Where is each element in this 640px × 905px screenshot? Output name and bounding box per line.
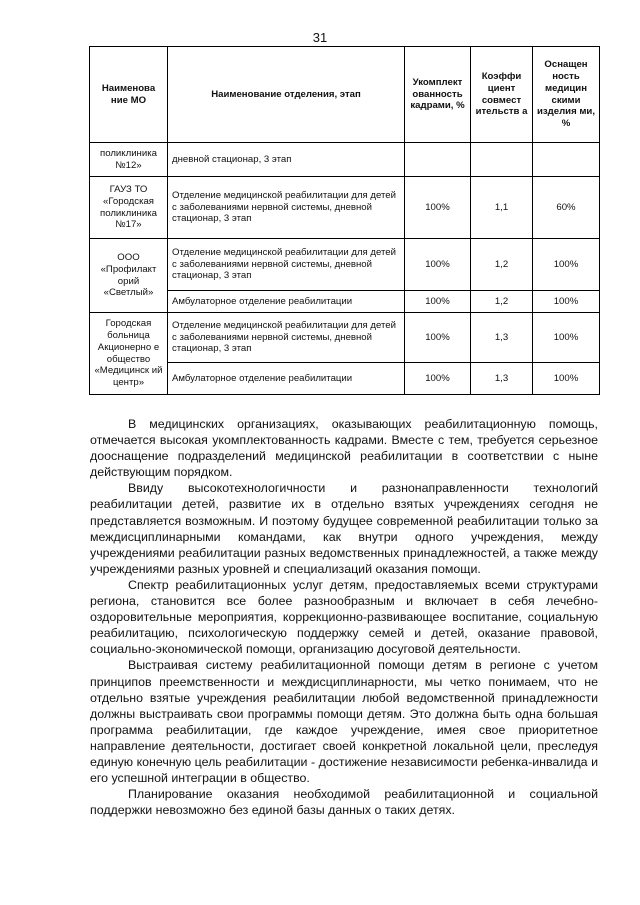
cell-coefficient: 1,2 xyxy=(471,291,533,313)
cell-staffing: 100% xyxy=(405,313,471,363)
header-equipment: Оснащен ность медицин скими изделия ми, % xyxy=(533,47,600,143)
cell-mo: ГАУЗ ТО «Городская поликлиника №17» xyxy=(90,177,168,239)
page-number: 31 xyxy=(312,30,328,45)
cell-department: Амбулаторное отделение реабилитации xyxy=(168,291,405,313)
paragraph: Выстраивая систему реабилитационной помощи детям в регионе с учетом принципов преемственности и междисциплинарности, мы четко понимаем, что не отдельно взятые учреждения реабилитации любой ведомственной принадлежности должны выстраивать свои программы помощи детям. Это должна быть одна большая программа реабилитации, где каждое учреждение, имея свое приоритетное направление деятельности, достигает своей конкретной локальной цели, преследуя единую конечную цель реабилитации - достижение независимости ребенка-инвалида и его успешной интеграции в общество. xyxy=(90,658,598,786)
paragraph: Спектр реабилитационных услуг детям, предоставляемых всеми структурами региона, становится все более разнообразным и включает в себя лечебно-оздоровительные мероприятия, коррекционно-развивающее воспитание, социальную реабилитацию, психологическую поддержку семей и детей, оказание правовой, социально-экономической помощи, организацию досуговой деятельности. xyxy=(90,577,598,657)
header-mo: Наименова ние МО xyxy=(90,47,168,143)
cell-staffing: 100% xyxy=(405,363,471,395)
table-row xyxy=(90,239,600,291)
table-row xyxy=(90,143,600,177)
cell-mo: Городская больница Акционерно е общество «Медицинск ий центр» xyxy=(90,313,168,395)
cell-department: дневной стационар, 3 этап xyxy=(168,143,405,177)
paragraph: В медицинских организациях, оказывающих реабилитационную помощь, отмечается высокая укомплектованность кадрами. Вместе с тем, требуется серьезное дооснащение подразделений медицинской реабилитации в соответствии с ныне действующим порядком. xyxy=(90,417,598,480)
cell-staffing: 100% xyxy=(405,177,471,239)
cell-staffing: 100% xyxy=(405,291,471,313)
cell-staffing xyxy=(405,143,471,177)
cell-coefficient: 1,1 xyxy=(471,177,533,239)
table-row xyxy=(90,177,600,239)
cell-equipment: 100% xyxy=(533,239,600,291)
cell-mo: поликлиника №12» xyxy=(90,143,168,177)
cell-equipment xyxy=(533,143,600,177)
cell-coefficient xyxy=(471,143,533,177)
cell-staffing: 100% xyxy=(405,239,471,291)
paragraph: Ввиду высокотехнологичности и разнонаправленности технологий реабилитации детей, развитие их в отдельно взятых учреждениях сегодня не представляется возможным. И поэтому будущее современной реабилитации только за междисциплинарными командами, как внутри одного учреждения, между учреждениями реабилитации разных ведомственных принадлежностей, а также между учреждениями разных уровней и специализаций оказания помощи. xyxy=(90,481,598,576)
header-department: Наименование отделения, этап xyxy=(168,47,405,143)
cell-coefficient: 1,3 xyxy=(471,363,533,395)
header-coefficient: Коэффи циент совмест ительств а xyxy=(471,47,533,143)
cell-coefficient: 1,2 xyxy=(471,239,533,291)
header-staffing: Укомплект ованность кадрами, % xyxy=(405,47,471,143)
body-text xyxy=(90,416,598,818)
cell-equipment: 100% xyxy=(533,363,600,395)
cell-coefficient: 1,3 xyxy=(471,313,533,363)
cell-department: Амбулаторное отделение реабилитации xyxy=(168,363,405,395)
table-row xyxy=(90,313,600,363)
cell-department: Отделение медицинской реабилитации для детей с заболеваниями нервной системы, дневной стационар, 3 этап xyxy=(168,239,405,291)
cell-equipment: 100% xyxy=(533,291,600,313)
paragraph: Планирование оказания необходимой реабилитационной и социальной поддержки невозможно без единой базы данных о таких детях. xyxy=(90,787,598,818)
cell-department: Отделение медицинской реабилитации для детей с заболеваниями нервной системы, дневной стационар, 3 этап xyxy=(168,313,405,363)
rehabilitation-table xyxy=(89,46,600,395)
table-header-row xyxy=(90,47,600,143)
cell-mo: ООО «Профилакт орий «Светлый» xyxy=(90,239,168,313)
cell-department: Отделение медицинской реабилитации для детей с заболеваниями нервной системы, дневной стационар, 3 этап xyxy=(168,177,405,239)
cell-equipment: 60% xyxy=(533,177,600,239)
cell-equipment: 100% xyxy=(533,313,600,363)
